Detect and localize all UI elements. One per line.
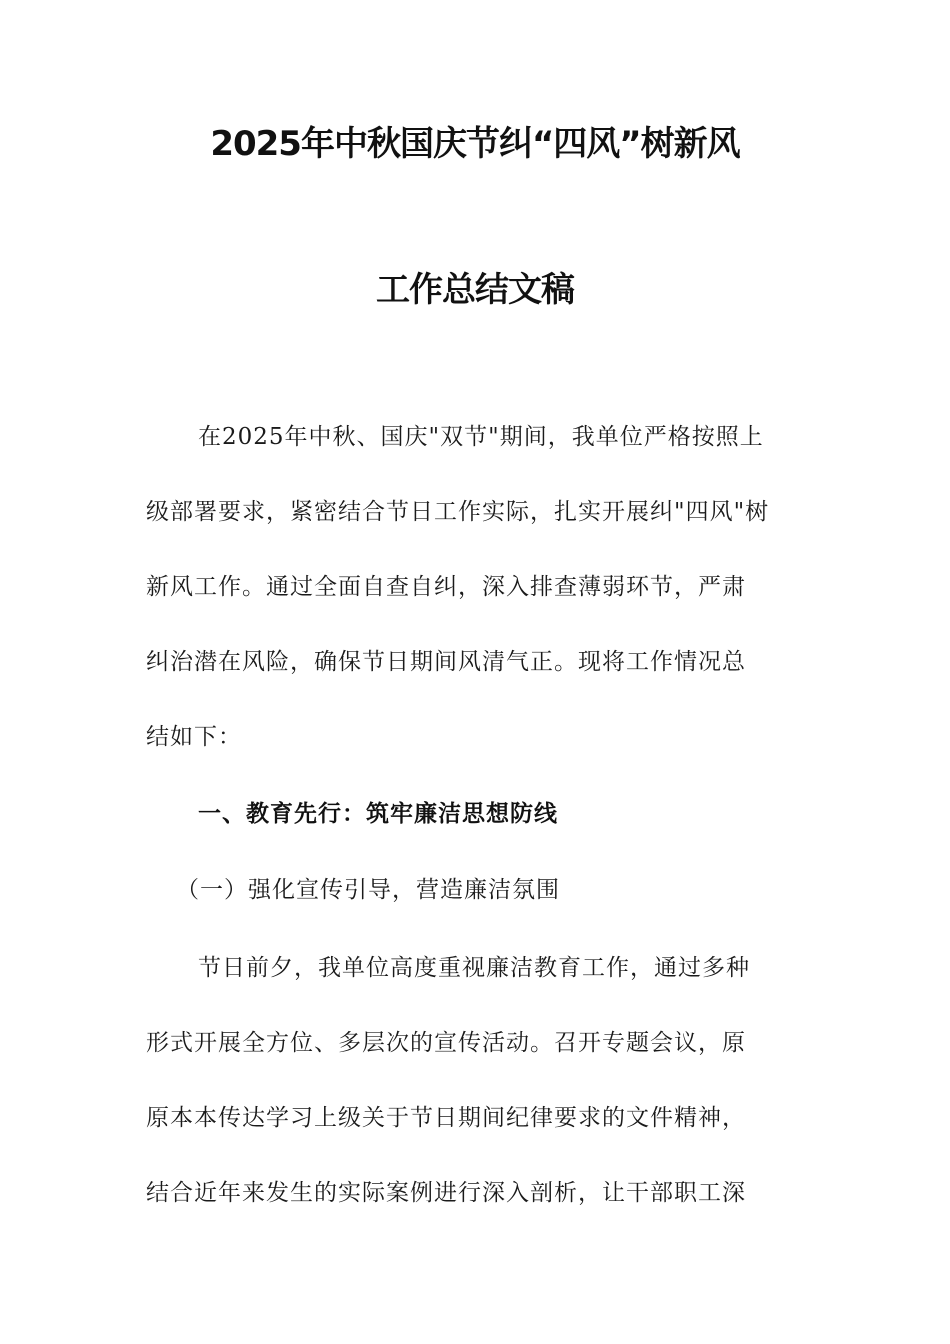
intro-paragraph-line: 级部署要求，紧密结合节日工作实际，扎实开展纠"四风"树 bbox=[146, 499, 770, 525]
section-paragraph-line: 形式开展全方位、多层次的宣传活动。召开专题会议，原 bbox=[146, 1030, 746, 1056]
section-paragraph-line: 结合近年来发生的实际案例进行深入剖析，让干部职工深 bbox=[146, 1180, 746, 1206]
intro-paragraph-line: 新风工作。通过全面自查自纠，深入排查薄弱环节，严肃 bbox=[146, 574, 746, 600]
section-heading: 一、教育先行：筑牢廉洁思想防线 bbox=[198, 800, 558, 827]
subsection-heading: （一）强化宣传引导，营造廉洁氛围 bbox=[176, 877, 560, 903]
document-title-line-1: 2025年中秋国庆节纠“四风”树新风 bbox=[210, 124, 740, 164]
intro-paragraph-line: 在2025年中秋、国庆"双节"期间，我单位严格按照上 bbox=[198, 424, 764, 450]
section-paragraph-line: 节日前夕，我单位高度重视廉洁教育工作，通过多种 bbox=[198, 955, 750, 981]
document-title-line-2: 工作总结文稿 bbox=[376, 270, 574, 310]
intro-paragraph-line: 结如下： bbox=[146, 724, 242, 750]
intro-paragraph-line: 纠治潜在风险，确保节日期间风清气正。现将工作情况总 bbox=[146, 649, 746, 675]
section-paragraph-line: 原本本传达学习上级关于节日期间纪律要求的文件精神， bbox=[146, 1105, 746, 1131]
